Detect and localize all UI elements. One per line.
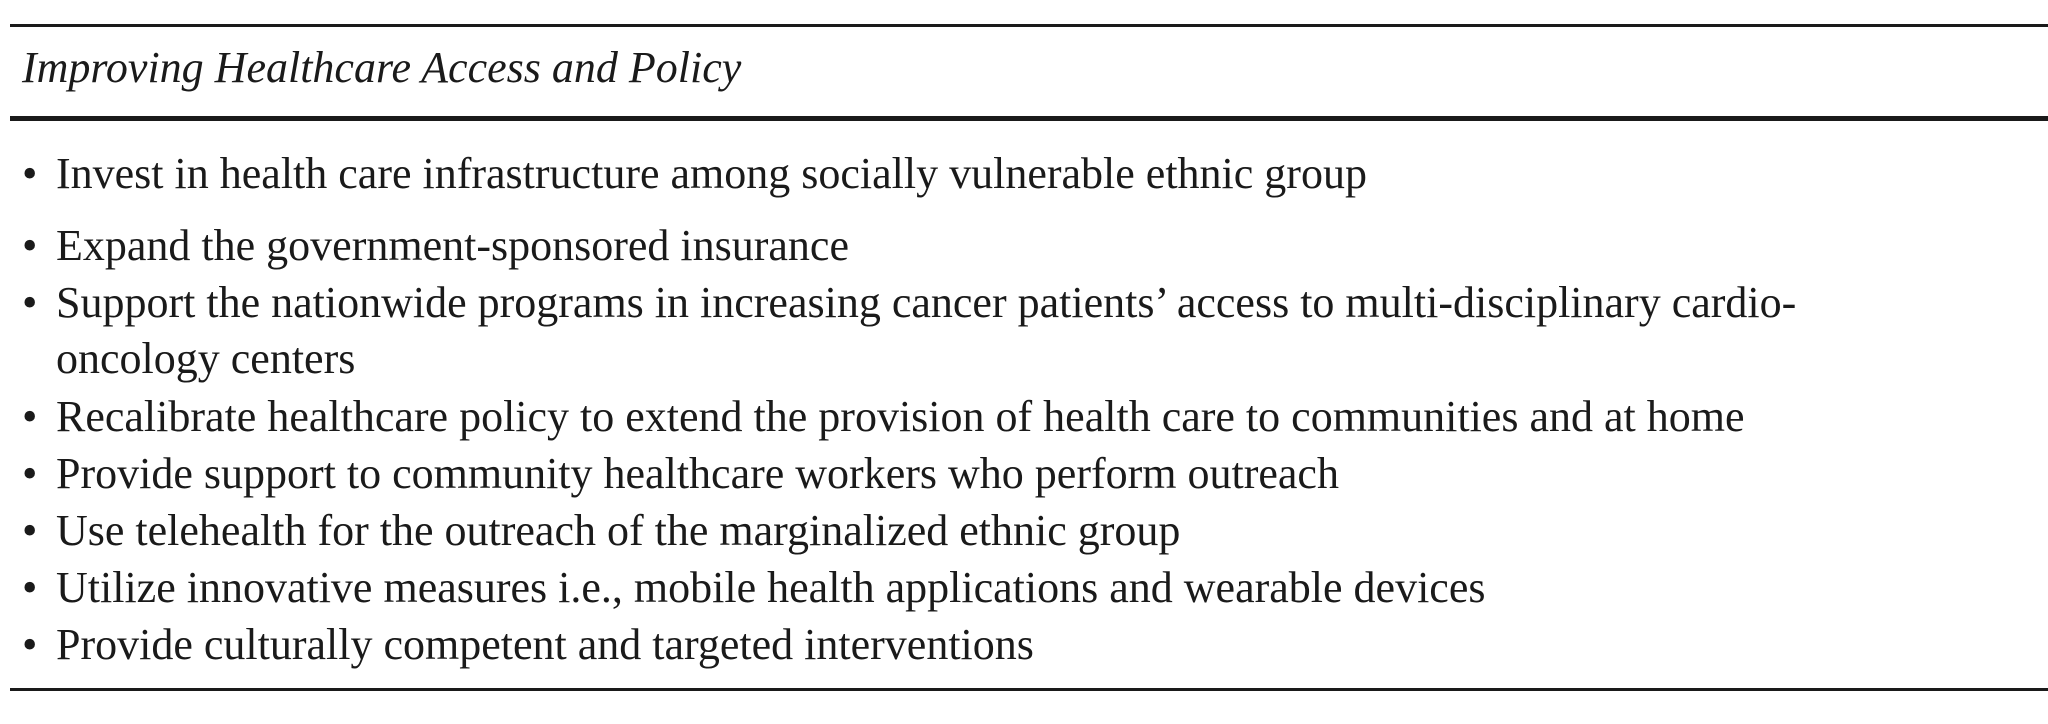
bottom-rule [10,688,2048,691]
list-item-text: Expand the government-sponsored insurance [56,221,849,270]
table-header-title: Improving Healthcare Access and Policy [22,43,742,92]
list-item [22,446,2032,502]
bullet-icon: • [22,620,38,669]
list-item [22,275,2032,387]
bullet-icon: • [22,221,38,270]
bullet-icon: • [22,563,38,612]
list-item-text: Use telehealth for the outreach of the marginalized ethnic group [56,506,1181,555]
list-item [22,389,2032,445]
bullet-icon: • [22,449,38,498]
header-rule [10,116,2048,121]
list-item-text: Provide support to community healthcare workers who perform outreach [56,449,1339,498]
list-item-text-continued: oncology centers [56,334,356,383]
list-item [22,218,2032,274]
bullet-icon: • [22,506,38,555]
bullet-icon: • [22,392,38,441]
list-item-text: Support the nationwide programs in increasing cancer patients’ access to multi-disciplinary cardio- [56,278,1797,327]
list-item-text: Recalibrate healthcare policy to extend the provision of health care to communities and at home [56,392,1745,441]
list-item-text: Provide culturally competent and targeted interventions [56,620,1034,669]
list-item-text: Invest in health care infrastructure among socially vulnerable ethnic group [56,149,1367,198]
list-item [22,617,2032,673]
bullet-icon: • [22,278,38,327]
list-item-text: Utilize innovative measures i.e., mobile health applications and wearable devices [56,563,1486,612]
list-item [22,560,2032,616]
list-item [22,146,2032,202]
top-rule [10,24,2048,27]
bullet-icon: • [22,149,38,198]
list-item [22,503,2032,559]
